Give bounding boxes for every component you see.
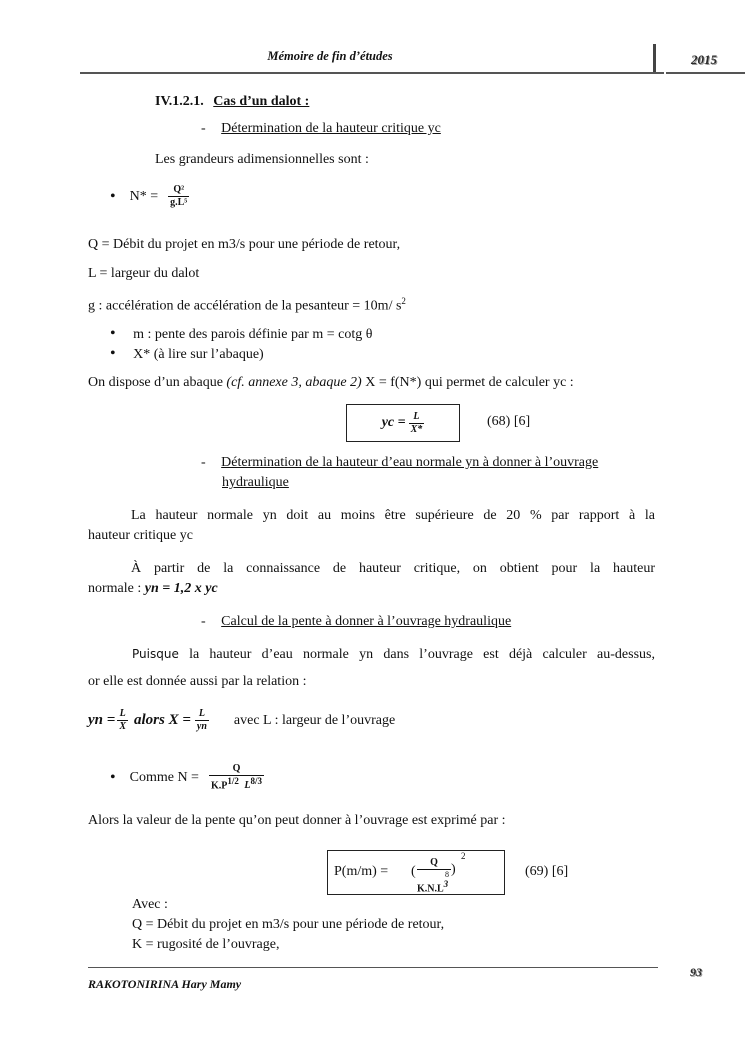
nstar-formula: [110, 185, 189, 208]
section-heading: [155, 94, 309, 110]
subheading-slope-title: Calcul de la pente à donner à l’ouvrage hydraulique: [221, 614, 512, 629]
eq69-close-paren: ): [451, 862, 456, 877]
def-g-text: g : accélération de accélération de la pesanteur = 10m/ s: [88, 298, 402, 314]
header-year: 2015: [691, 52, 717, 67]
avec-q: Q = Débit du projet en m3/s pour une période de retour,: [132, 917, 445, 932]
header-rule: [80, 72, 664, 74]
nstar-denominator: g.L⁵: [170, 197, 188, 208]
yn-equation-inline: yn = 1,2 x yc: [144, 581, 218, 596]
section-number: IV.1.2.1.: [155, 94, 204, 109]
def-g: [88, 296, 406, 315]
nstar-numerator: Q²: [168, 185, 189, 197]
abaque-post: X = f(N*) qui permet de calculer yc :: [361, 375, 574, 390]
bullet-item-text: X* (à lire sur l’abaque): [133, 347, 264, 362]
abaque-reference: (cf. annexe 3, abaque 2): [226, 375, 362, 390]
comme-denominator: [209, 776, 264, 791]
dash: -: [201, 121, 206, 136]
paragraph-slope-line1: [132, 647, 655, 663]
avec-label: Avec :: [132, 897, 168, 912]
dash: -: [201, 455, 206, 470]
comme-den-k: K.P: [210, 780, 228, 792]
paragraph-slope-line2: or elle est donnée aussi par la relation :: [88, 674, 307, 689]
para2-pre: normale :: [88, 581, 145, 596]
para3-line1-rest: la hauteur d’eau normale yn dans l’ouvrage est déjà calculer au-dessus,: [178, 647, 655, 662]
paragraph-normal-height-line2: hauteur critique yc: [88, 528, 193, 543]
x-fraction: [195, 709, 209, 732]
bullet: •: [110, 187, 116, 205]
x-denominator: yn: [196, 721, 207, 732]
footer-rule: [88, 967, 658, 968]
paragraph-critical-line1: À partir de la connaissance de hauteur critique, on obtient pour la hauteur: [131, 561, 655, 576]
def-q: Q = Débit du projet en m3/s pour une période de retour,: [88, 237, 401, 252]
bullet: •: [110, 345, 116, 362]
comme-n-formula: [110, 764, 264, 791]
subheading-critical: [201, 121, 441, 137]
page-number: 93: [690, 965, 702, 979]
header-rule-right: [666, 72, 745, 74]
bullet: •: [110, 325, 116, 342]
yn-lhs: yn =: [88, 712, 116, 728]
yn-denominator: X: [119, 721, 126, 732]
eq69-den-exp3: 3: [443, 879, 449, 889]
abaque-line: [88, 375, 574, 391]
yn-note: avec L : largeur de l’ouvrage: [233, 712, 396, 728]
comme-den-exp1: 1/2: [227, 776, 239, 786]
subheading-slope: [201, 614, 511, 630]
eq69-den-text: K.N.L: [417, 883, 444, 895]
nstar-fraction: [168, 185, 189, 208]
header-title: Mémoire de fin d’études: [267, 49, 393, 63]
dash: -: [201, 614, 206, 629]
avec-k: K = rugosité de l’ouvrage,: [132, 937, 280, 952]
paragraph-critical-line2: [88, 581, 218, 597]
yn-numerator: L: [117, 709, 128, 721]
equation-68-ref: (68) [6]: [487, 414, 531, 429]
bullet-item-text: m : pente des parois définie par m = cotg θ: [133, 327, 373, 342]
x-lhs: alors X =: [133, 712, 191, 728]
eq69-denominator: [417, 879, 448, 894]
eq69-numerator: Q: [417, 857, 451, 870]
abaque-pre: On dispose d’un abaque: [88, 375, 223, 390]
equation-68-box: [346, 404, 460, 442]
section-title: Cas d’un dalot :: [213, 94, 310, 109]
comme-den-exp2: 8/3: [250, 776, 262, 786]
subheading-normal-line2: hydraulique: [222, 475, 289, 490]
header-divider: [653, 44, 656, 74]
x-numerator: L: [195, 709, 209, 721]
footer-author: RAKOTONIRINA Hary Mamy: [88, 977, 242, 991]
comme-den-l: L: [244, 780, 251, 792]
def-g-exp: 2: [401, 296, 406, 306]
alors-text: Alors la valeur de la pente qu’on peut donner à l’ouvrage est exprimé par :: [88, 813, 506, 828]
def-l: L = largeur du dalot: [88, 266, 200, 281]
yn-relation: [88, 709, 395, 732]
comme-numerator: Q: [209, 764, 264, 776]
eq69-open-paren: (: [411, 864, 416, 879]
bullet: •: [110, 768, 116, 786]
eq68-lhs: yc =: [381, 415, 406, 430]
equation-69-box: [327, 850, 505, 895]
bullet-item: [110, 325, 372, 343]
subheading-critical-title: Détermination de la hauteur critique yc: [221, 121, 441, 136]
eq69-power: 2: [461, 851, 466, 861]
subheading-normal: [201, 455, 598, 471]
eq68-fraction: [409, 412, 425, 435]
equation-69-ref: (69) [6]: [525, 864, 569, 879]
eq68-numerator: L: [409, 412, 425, 424]
eq69-lhs: P(m/m) =: [334, 864, 389, 879]
eq69-den-exp8: 8: [445, 870, 449, 879]
subheading-normal-line1: Détermination de la hauteur d’eau normale yn à donner à l’ouvrage: [221, 455, 599, 470]
para3-first-word: Puisque: [132, 647, 179, 661]
eq68-denominator: X*: [410, 423, 423, 435]
comme-label: Comme N =: [129, 769, 199, 785]
bullet-item: [110, 345, 264, 363]
nstar-label: N* =: [129, 188, 159, 204]
comme-fraction: [209, 764, 264, 791]
paragraph-normal-height-line1: La hauteur normale yn doit au moins être supérieure de 20 % par rapport à la: [131, 508, 655, 523]
intro-text: Les grandeurs adimensionnelles sont :: [155, 152, 369, 167]
yn-fraction: [117, 709, 128, 732]
